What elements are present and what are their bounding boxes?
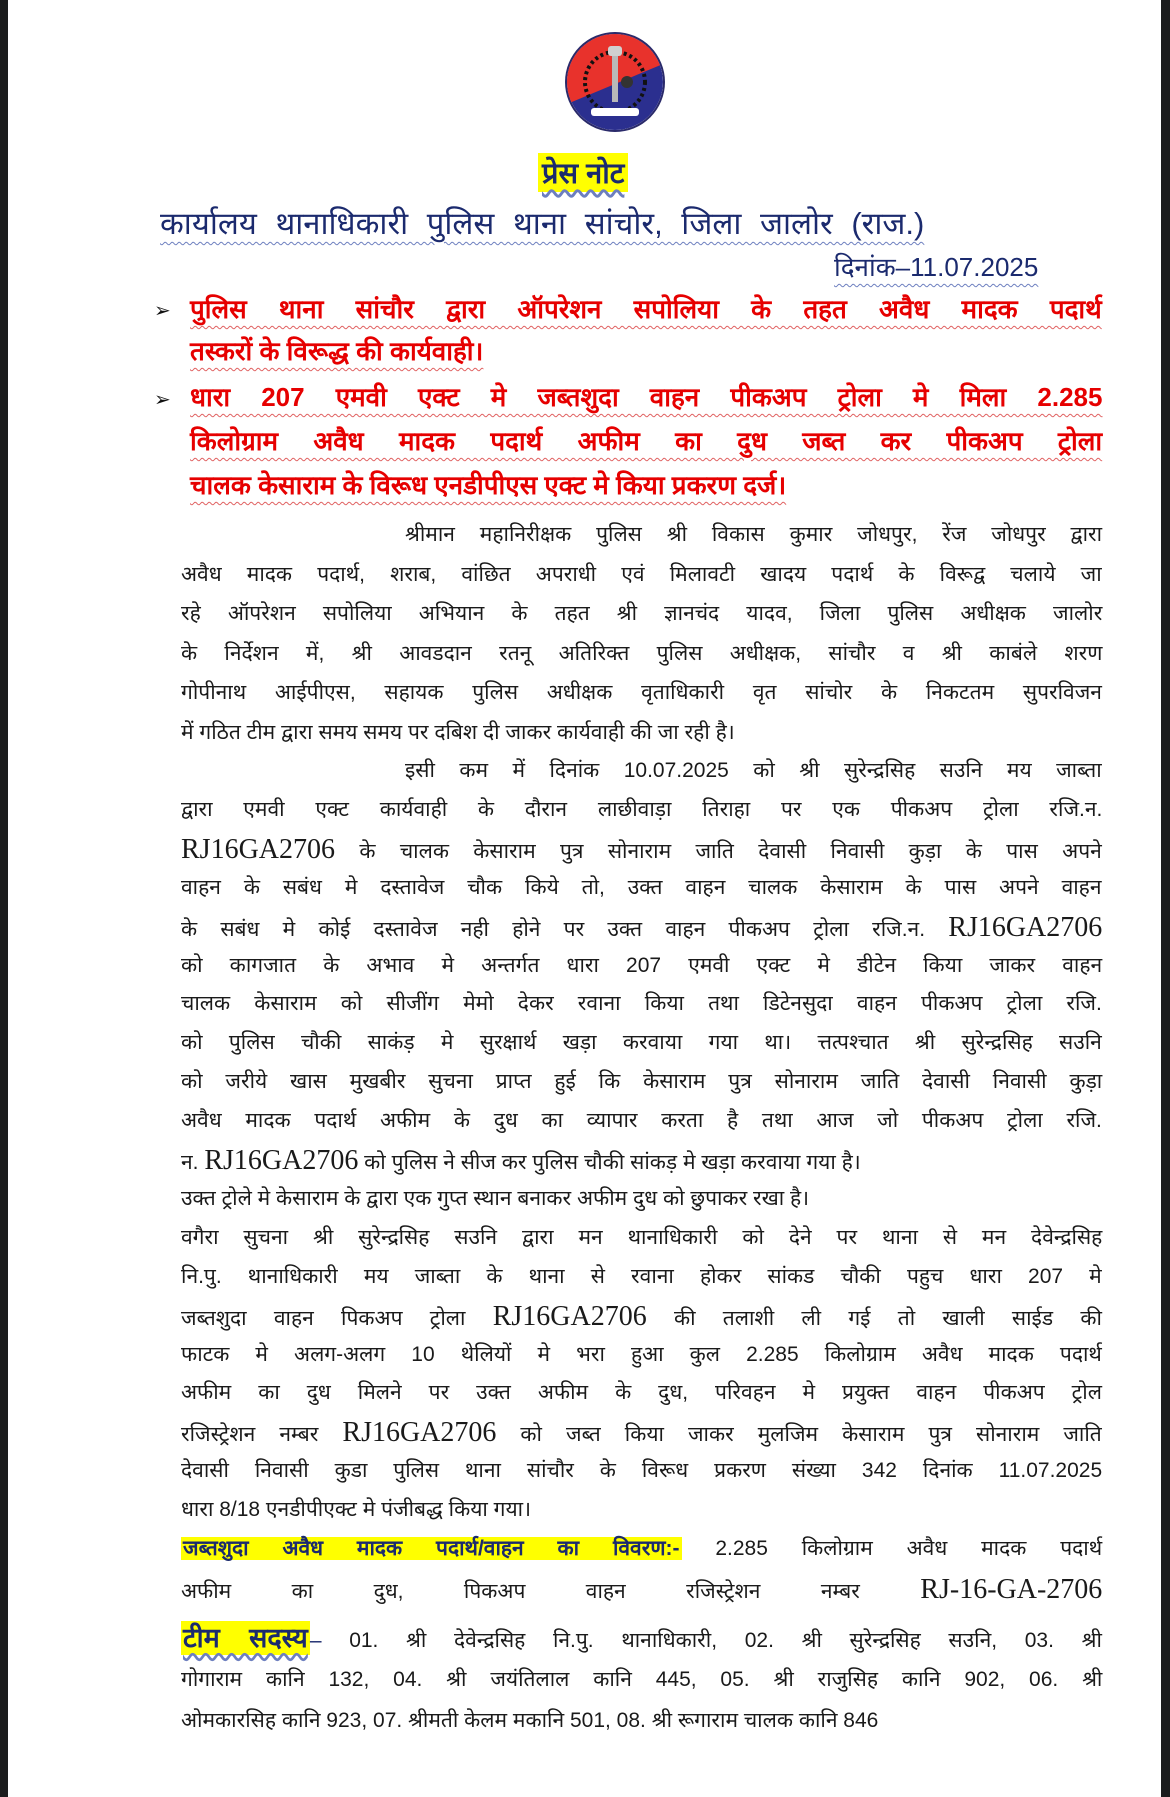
paragraph2-line [181,1106,1102,1134]
text-segment: के सबंध मे कोई दस्तावेज नही होने पर उक्त वाहन पीकअप ट्रोला रजि.न. [181,917,949,941]
text-segment: अवैध मादक पदार्थ अफीम के दुध का व्यापार करता है तथा आज जो पीकअप ट्रोला रजि. [181,1109,1102,1133]
text-segment: श्रीमान महानिरीक्षक पुलिस श्री विकास कुमार जोधपुर, रेंज जोधपुर द्वारा [405,523,1103,546]
paragraph2-line [181,1495,1102,1523]
date-line: दिनांक–11.07.2025 [834,252,1039,282]
team-members-line-1 [181,1618,1102,1655]
window-edge-left [0,0,8,1797]
text-segment: देवासी निवासी कुडा पुलिस थाना सांचौर के विरूध प्रकरण संख्या 342 दिनांक 11.07.2025 [181,1459,1103,1483]
text-segment: में गठित टीम द्वारा समय समय पर दबिश दी जाकर कार्यवाही की जा रही है। [181,720,735,744]
text-segment: के निर्देशन में, श्री आवडदान रतनू अतिरिक्त पुलिस अधीक्षक, सांचौर व श्री काबंले शरण [181,641,1103,665]
text-segment: रहे ऑपरेशन सपोलिया अभियान के तहत श्री ज्ञानचंद यादव, जिला पुलिस अधीक्षक जालोर [181,602,1103,625]
paragraph2-line [181,912,1102,944]
text-segment: को जब्त किया जाकर मुलजिम केसाराम पुत्र सोनाराम जाति [496,1423,1102,1447]
window-edge-right [1161,0,1170,1797]
text-segment: द्वारा एमवी एक्ट कार्यवाही के दौरान लाछीवाड़ा तिराहा पर एक पीकअप ट्रोला रजि.न. [181,797,1103,821]
highlight-1-line-1 [190,290,1102,326]
team-label-dash: – [309,1629,322,1652]
text-segment: को कागजात के अभाव मे अन्तर्गत धारा 207 एमवी एक्ट मे डीटेन किया जाकर वाहन [181,953,1103,977]
paragraph2-line [181,951,1102,979]
paragraph1-line [181,599,1102,627]
highlight-1-line-2: तस्करों के विरूद्ध की कार्यवाही। [190,336,484,366]
text-segment: को पुलिस चौकी साकंड़ मे सुरक्षार्थ खड़ा करवाया गया था। त्तत्पश्चात श्री सुरेन्द्रसिह सउनि [181,1031,1102,1055]
text-segment: को जरीये खास मुखबीर सुचना प्राप्त हुई कि केसाराम पुत्र सोनाराम जाति देवासी निवासी कुड़ा [181,1070,1103,1094]
paragraph2-line [181,1067,1102,1095]
highlight-text: पुलिस थाना सांचौर द्वारा ऑपरेशन सपोलिया के तहत अवैध मादक पदार्थ [190,294,1102,324]
text-segment: इसी कम में दिनांक 10.07.2025 को श्री सुरेन्द्रसिह सउनि मय जाब्ता [405,759,1102,782]
text-segment: की तलाशी ली गई तो खाली साईड की [646,1306,1102,1330]
paragraph2-line [181,873,1102,901]
paragraph2-line [181,1184,1102,1212]
text-segment: के चालक केसाराम पुत्र सोनाराम जाति देवासी निवासी कुड़ा के पास अपने [335,839,1102,863]
highlight-2-line-2: किलोग्राम अवैध मादक पदार्थ अफीम का दुध जब्त कर पीकअप ट्रोला [190,426,1103,456]
paragraph2-line [181,1340,1102,1368]
registration-number: RJ16GA2706 [204,1145,359,1176]
text-segment: चालक केसाराम को सीजींग मेमो देकर रवाना किया तथा डिटेनसुदा वाहन पीकअप ट्रोला रजि. [181,992,1102,1016]
seized-vehicle-text: अफीम का दुध, पिकअप वाहन रजिस्ट्रेशन नम्बर [181,1580,921,1603]
police-emblem-logo [567,34,663,130]
text-segment: अवैध मादक पदार्थ, शराब, वांछित अपराधी एवं मिलावटी खादय पदार्थ के विरूद्व चलाये जा [181,562,1102,586]
paragraph2-line [181,1145,1102,1177]
paragraph2-line [405,756,1102,784]
press-note-title: प्रेस नोट [538,153,628,192]
registration-number: RJ16GA2706 [342,1417,497,1449]
seized-details-line-2 [181,1574,1102,1606]
text-segment: वगैरा सुचना श्री सुरेन्द्रसिह सउनि द्वारा मन थानाधिकारी को देने पर थाना से मन देवेन्द्रसिह [181,1225,1103,1249]
seized-registration-number: RJ-16-GA-2706 [920,1574,1103,1605]
registration-number: RJ16GA2706 [948,911,1103,943]
paragraph1-line [181,718,1102,746]
paragraph2-line [181,989,1102,1017]
paragraph1-line [405,520,1102,548]
paragraph2-line [181,795,1102,823]
text-segment: को पुलिस ने सीज कर पुलिस चौकी सांकड़ मे खड़ा करवाया गया है। [358,1151,861,1174]
text-segment: नि.पु. थानाधिकारी मय जाब्ता के थाना से रवाना होकर सांकड चौकी पहुच धारा 207 मे [181,1264,1102,1288]
arrow-bullet-icon: ➢ [154,389,171,411]
highlight-2-line-1: धारा 207 एमवी एक्ट मे जब्तशुदा वाहन पीकअप ट्रोला मे मिला 2.285 [190,382,1103,412]
text-segment: न. [181,1151,205,1174]
seized-details-line-1 [181,1534,1102,1562]
paragraph1-line [181,560,1102,588]
text-segment: जब्तशुदा वाहन पिकअप ट्रोला [181,1306,493,1330]
registration-number: RJ16GA2706 [181,833,336,865]
paragraph2-line [181,1456,1102,1484]
text-segment: अफीम का दुध मिलने पर उक्त अफीम के दुध, परिवहन मे प्रयुक्त वाहन पीकअप ट्रोल [181,1381,1102,1405]
paragraph1-line [181,639,1102,667]
office-heading: कार्यालय थानाधिकारी पुलिस थाना सांचोर, जिला जालोर (राज.) [160,206,925,241]
text-segment: गोपीनाथ आईपीएस, सहायक पुलिस अधीक्षक वृताधिकारी वृत सांचोर के निकटतम सुपरविजन [181,681,1102,704]
team-members-label: टीम सदस्य [183,1623,308,1653]
paragraph2-line [181,1378,1102,1406]
paragraph1-line [181,678,1102,706]
team-members-line-2: गोगाराम कानि 132, 04. श्री जयंतिलाल कानि 445, 05. श्री राजुसिह कानि 902, 06. श्री [181,1668,1103,1691]
text-segment: धारा 8/18 एनडीपीएक्ट मे पंजीबद्ध किया गया। [181,1498,532,1522]
paragraph2-line [181,834,1102,866]
text-segment: फाटक मे अलग-अलग 10 थेलियों मे भरा हुआ कुल 2.285 किलोग्राम अवैध मादक पदार्थ [181,1342,1102,1366]
paragraph2-line [181,1301,1102,1333]
team-members-line-3: ओमकारसिह कानि 923, 07. श्रीमती केलम मकानि 501, 08. श्री रूगाराम चालक कानि 846 [181,1709,879,1732]
seized-details-label: जब्तशुदा अवैध मादक पदार्थ/वाहन का विवरण:- [183,1537,680,1560]
seized-details-text: 2.285 किलोग्राम अवैध मादक पदार्थ [681,1537,1103,1560]
paragraph2-line [181,1262,1102,1290]
paragraph2-line [181,1028,1102,1056]
registration-number: RJ16GA2706 [492,1300,647,1332]
text-segment: वाहन के सबंध मे दस्तावेज चौक किये तो, उक्त वाहन चालक केसाराम के पास अपने वाहन [181,875,1102,899]
text-segment: रजिस्ट्रेशन नम्बर [181,1423,343,1447]
text-segment: उक्त ट्रोले मे केसाराम के द्वारा एक गुप्त स्थान बनाकर अफीम दुध को छुपाकर रखा है। [181,1186,810,1210]
team-members-text: 01. श्री देवेन्द्रसिह नि.पु. थानाधिकारी, 02. श्री सुरेन्द्रसिह सउनि, 03. श्री [321,1629,1102,1652]
paragraph2-line [181,1223,1102,1251]
paragraph2-line [181,1417,1102,1449]
highlight-2-line-3: चालक केसाराम के विरूध एनडीपीएस एक्ट मे किया प्रकरण दर्ज। [190,470,787,500]
arrow-bullet-icon: ➢ [154,300,171,322]
